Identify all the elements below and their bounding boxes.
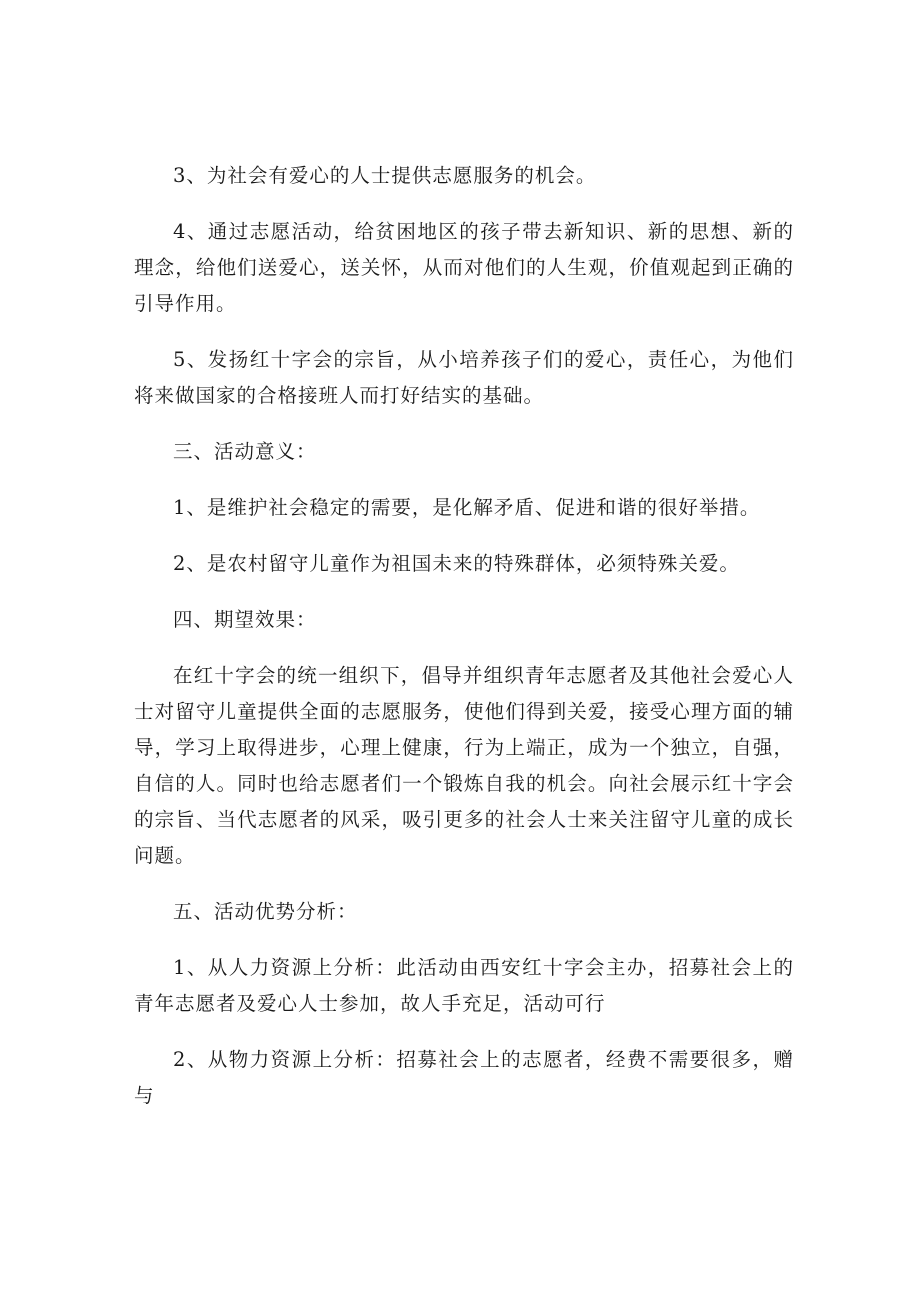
paragraph-item-3: 3、为社会有爱心的人士提供志愿服务的机会。 bbox=[173, 164, 597, 187]
section-heading-expected-effect: 四、期望效果： bbox=[173, 608, 317, 631]
section-heading-significance: 三、活动意义： bbox=[173, 440, 317, 463]
document-body bbox=[134, 158, 794, 1134]
paragraph-advantage-2: 2、从物力资源上分析：招募社会上的志愿者，经费不需要很多，赠与 bbox=[134, 1048, 794, 1107]
paragraph-item-5: 5、发扬红十字会的宗旨，从小培养孩子们的爱心，责任心，为他们将来做国家的合格接班人而打好结实的基础。 bbox=[134, 348, 794, 407]
paragraph-expected-effect: 在红十字会的统一组织下，倡导并组织青年志愿者及其他社会爱心人士对留守儿童提供全面的志愿服务，使他们得到关爱，接受心理方面的辅导，学习上取得进步，心理上健康，行为上端正，成为一个独立，自强，自信的人。同时也给志愿者们一个锻炼自我的机会。向社会展示红十字会的宗旨、当代志愿者的风采，吸引更多的社会人士来关注留守儿童的成长问题。 bbox=[134, 664, 794, 867]
section-heading-advantage-analysis: 五、活动优势分析： bbox=[173, 900, 358, 923]
paragraph-significance-1: 1、是维护社会稳定的需要，是化解矛盾、促进和谐的很好举措。 bbox=[173, 496, 761, 519]
paragraph-advantage-1: 1、从人力资源上分析：此活动由西安红十字会主办，招募社会上的青年志愿者及爱心人士参加，故人手充足，活动可行 bbox=[134, 956, 794, 1015]
paragraph-item-4: 4、通过志愿活动，给贫困地区的孩子带去新知识、新的思想、新的理念，给他们送爱心，送关怀，从而对他们的人生观，价值观起到正确的引导作用。 bbox=[134, 220, 794, 315]
paragraph-significance-2: 2、是农村留守儿童作为祖国未来的特殊群体，必须特殊关爱。 bbox=[173, 552, 740, 575]
